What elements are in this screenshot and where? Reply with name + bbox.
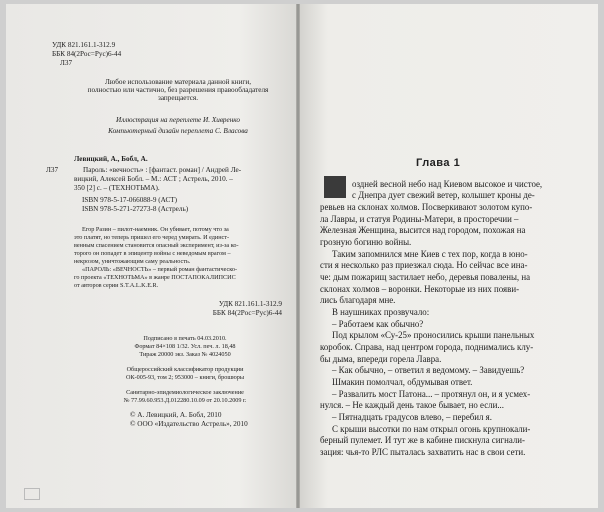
bib-record-line: 350 [2] с. – (ТЕХНОТЬМА).: [74, 184, 160, 192]
copyright-line: © ООО «Издательство Астрель», 2010: [130, 420, 248, 428]
hygiene-line: № 77.99.60.953.Д.012280.10.09 от 20.10.2009 г.: [123, 397, 247, 404]
text-line: лись благодаря мне.: [320, 295, 396, 305]
classifier-line: ОК-005-93, том 2; 953000 – книги, брошюры: [126, 374, 244, 381]
text-line: бы дыма, впереди горела Лавра.: [320, 354, 442, 364]
text-line: коробок. Справа, над центром города, поднимались клу-: [320, 342, 534, 352]
book-fold: [296, 4, 300, 508]
text-line: че: дым пожарищ застилает небо, деревья повалены, на: [320, 272, 531, 282]
text-line: грозную богиню войны.: [320, 237, 412, 247]
hygiene-line: Санитарно-эпидемиологическое заключение: [126, 389, 244, 396]
text-line: С крыши высотки по нам открыл огонь крупнокали-: [332, 424, 531, 434]
author-mark-2: Л37: [46, 166, 59, 174]
annotation-line: «ПАРОЛЬ: «ВЕЧНОСТЬ» – первый роман фантастическо-: [82, 266, 238, 273]
credit-design: Компьютерный дизайн переплета С. Власова: [108, 127, 248, 135]
text-line: склонах холмов – воронки. Некоторые из них появи-: [320, 284, 520, 294]
rights-notice-line: Любое использование материала данной книги,: [104, 78, 252, 86]
text-line: с Днепра дует свежий ветер, колышет кроны де-: [352, 190, 535, 200]
isbn-line: ISBN 978-5-271-27273-8 (Астрель): [82, 205, 189, 213]
imprint-line: Тираж 20000 экз. Заказ № 4024050: [139, 351, 231, 358]
text-line: ла Лавры, и статуя Родины-Матери, в просторечии –: [320, 214, 519, 224]
rights-notice-line: запрещается.: [157, 94, 198, 102]
authors-heading: Левицкий, А., Бобл, А.: [74, 155, 148, 163]
text-line: Под крылом «Су-25» проносились крыши панельных: [332, 330, 535, 340]
page-stamp-mark: [24, 488, 40, 500]
chapter-title: Глава 1: [416, 157, 461, 169]
author-mark: Л37: [60, 59, 73, 67]
credit-illustration: Иллюстрация на переплете И. Хивренко: [116, 116, 240, 124]
text-line: Железная Женщина, высится над городом, похожая на: [320, 225, 526, 235]
text-line: сти я несколько раз приезжал сюда. Но сейчас все ина-: [320, 260, 528, 270]
bbk-code-right: ББК 84(2Рос=Рус)6-44: [212, 309, 282, 317]
bbk-code: ББК 84(2Рос=Рус)6-44: [52, 50, 122, 58]
text-line: нулся. – Не каждый день такое бывает, но если...: [320, 400, 504, 410]
text-line: – Пятнадцать градусов влево, – перебил я.: [332, 412, 492, 422]
annotation-line: го проекта «ТЕХНОТЬМА» в жанре ПОСТАПОКАЛИПСИС: [74, 274, 236, 281]
text-line: зация: чья-то РЛС пыталась захватить нас в свои сети.: [320, 447, 526, 457]
annotation-line: от авторов серии S.T.A.L.K.E.R.: [74, 282, 159, 289]
text-line: – Как обычно, – ответил я ведомому. – Завидуешь?: [332, 365, 525, 375]
copyright-line: © А. Левицкий, А. Бобл, 2010: [130, 411, 222, 419]
imprint-line: Подписано в печать 04.03.2010.: [143, 335, 227, 342]
annotation-line: торого он попадет в эпицентр войны с неведомым врагом –: [74, 250, 231, 257]
text-line: Шмакин помолчал, обдумывая ответ.: [332, 377, 473, 387]
text-line: берный пулемет. И тут же в кабине пискнула сигнали-: [320, 435, 525, 445]
imprint-line: Формат 84×108 1/32. Усл. печ. л. 18,48: [134, 343, 236, 350]
annotation-line: некрозом, уничтожающим саму реальность.: [74, 258, 191, 265]
text-line: Таким запомнился мне Киев с тех пор, когда в юно-: [332, 249, 528, 259]
text-line: – Развалить мост Патона... – протянул он, и я усмех-: [332, 389, 531, 399]
annotation-line: венным спасением становится опасный эксперимент, из-за ко-: [74, 242, 239, 249]
udk-code: УДК 821.161.1-312.9: [52, 41, 116, 49]
annotation-line: это платят, но теперь пришел его черед умирать. И единст-: [74, 234, 230, 241]
bib-record-line: вицкий, Алексей Бобл. – М.: АСТ ; Астрель, 2010. –: [74, 175, 233, 183]
drop-cap-block: [324, 176, 346, 198]
udk-code-right: УДК 821.161.1-312.9: [218, 300, 282, 308]
text-line: ревьев на склонах холмов. Посверкивают золотом купо-: [320, 202, 533, 212]
annotation-line: Егор Разин – пилот-наемник. Он убивает, потому что за: [82, 226, 229, 233]
classifier-line: Общероссийский классификатор продукции: [126, 366, 244, 373]
text-line: оздней весной небо над Киевом высокое и чистое,: [352, 179, 543, 189]
isbn-line: ISBN 978-5-17-066088-9 (АСТ): [82, 196, 178, 204]
bib-record-line: Пароль: «вечность» : [фантаст. роман] / Андрей Ле-: [83, 166, 242, 174]
rights-notice-line: полностью или частично, без разрешения правообладателя: [87, 86, 269, 94]
text-line: – Работаем как обычно?: [332, 319, 424, 329]
text-line: В наушниках прозвучало:: [332, 307, 430, 317]
